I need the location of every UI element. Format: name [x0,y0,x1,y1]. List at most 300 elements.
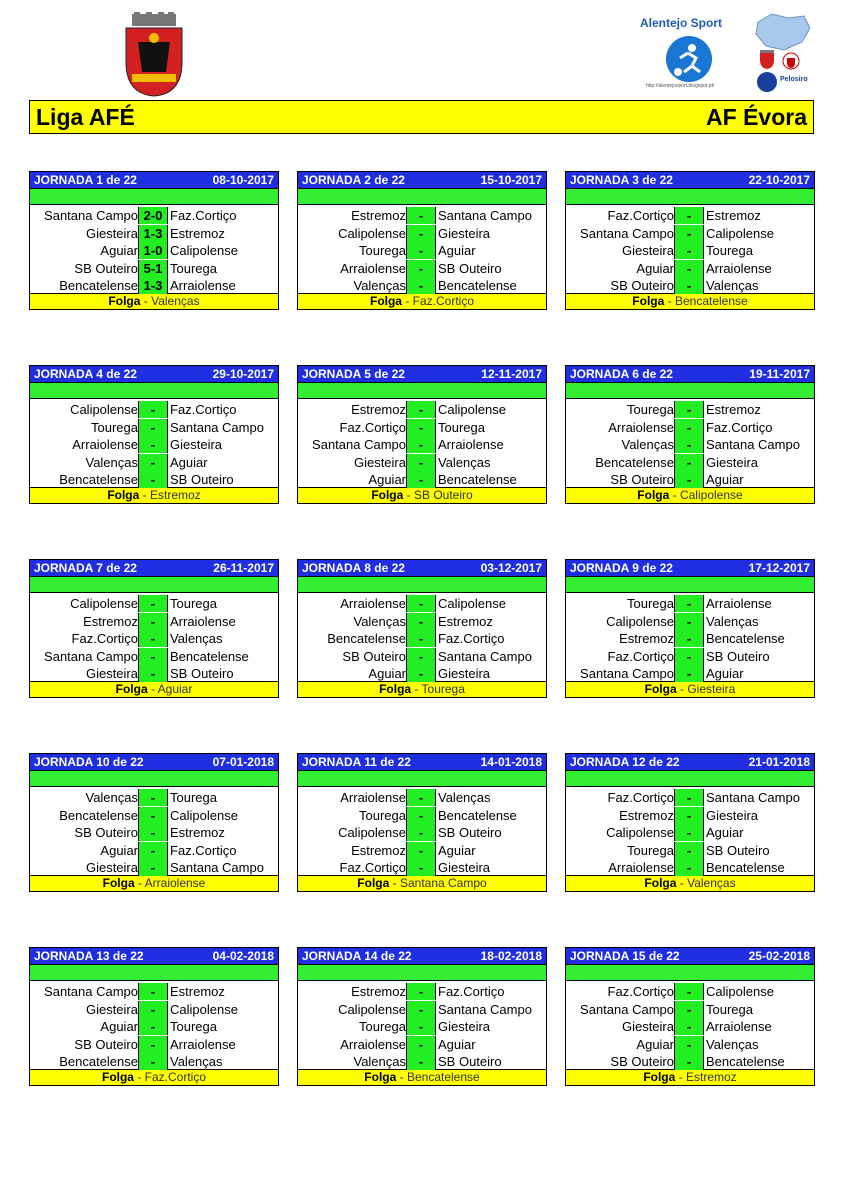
away-team: Estremoz [435,613,545,630]
round-block [297,171,547,310]
match-score: - [407,1001,435,1018]
round-header [565,365,815,383]
match-score: - [139,471,167,488]
away-team: Valenças [435,454,545,471]
game-row [298,471,546,488]
game-row [298,225,546,242]
away-team: Giesteira [703,807,813,824]
folga-row: Folga - Giesteira [565,681,815,698]
games-list [565,593,815,681]
away-team: Faz.Cortiço [703,419,813,436]
match-score: - [139,807,167,824]
away-team: Arraiolense [703,595,813,612]
away-team: Giesteira [435,665,545,682]
home-team: Faz.Cortiço [566,789,675,806]
home-team: Estremoz [566,807,675,824]
alentejo-sport-logo [632,10,816,94]
games-list [565,981,815,1069]
match-score: - [675,242,703,259]
match-score: - [139,665,167,682]
game-row [566,1001,814,1018]
round-date: 12-11-2017 [481,367,542,381]
home-team: Aguiar [30,1018,139,1035]
folga-row: Folga - Estremoz [565,1069,815,1086]
home-team: Calipolense [298,1001,407,1018]
away-team: Aguiar [167,454,277,471]
folga-row: Folga - Valenças [29,293,279,310]
round-title: JORNADA 8 de 22 [302,561,405,575]
round-block [29,559,279,698]
folga-label: Folga [101,1070,134,1084]
home-team: Santana Campo [30,983,139,1000]
folga-label: Folga [643,1070,676,1084]
match-score: - [139,648,167,665]
round-block [297,753,547,892]
home-team: Tourega [566,401,675,418]
round-header [565,947,815,965]
round-header [297,753,547,771]
away-team: Calipolense [435,595,545,612]
game-row [30,824,278,841]
away-team: Calipolense [703,225,813,242]
home-team: SB Outeiro [566,471,675,488]
round-header [29,947,279,965]
round-date: 04-02-2018 [212,949,274,963]
match-score: - [675,207,703,224]
green-bar [565,771,815,787]
home-team: Aguiar [566,1036,675,1053]
green-bar [565,965,815,981]
game-row [298,277,546,294]
away-team: SB Outeiro [167,665,277,682]
round-date: 18-02-2018 [480,949,542,963]
round-block [29,171,279,310]
away-team: Valenças [703,277,813,294]
folga-row: Folga - Arraiolense [29,875,279,892]
folga-team: Estremoz [149,488,201,502]
green-bar [297,771,547,787]
game-row [298,1053,546,1070]
game-row [30,242,278,259]
home-team: Estremoz [298,842,407,859]
folga-team: Giesteira [687,682,736,696]
folga-label: Folga [632,294,665,308]
round-title: JORNADA 1 de 22 [34,173,137,187]
games-list [29,593,279,681]
game-row [30,225,278,242]
home-team: Bencatelense [30,277,139,294]
game-row [30,277,278,294]
match-score: - [675,454,703,471]
home-team: Bencatelense [566,454,675,471]
games-list [565,205,815,293]
game-row [30,630,278,647]
away-team: Santana Campo [703,789,813,806]
match-score: 5-1 [139,260,167,277]
game-row [30,1036,278,1053]
match-score: - [407,859,435,876]
home-team: Valenças [30,454,139,471]
round-date: 15-10-2017 [480,173,542,187]
home-team: Valenças [298,613,407,630]
game-row [566,824,814,841]
game-row [30,859,278,876]
home-team: Santana Campo [566,665,675,682]
game-row [566,1036,814,1053]
away-team: Aguiar [703,665,813,682]
home-team: Aguiar [298,471,407,488]
game-row [298,454,546,471]
match-score: - [139,983,167,1000]
home-team: Faz.Cortiço [298,859,407,876]
game-row [566,454,814,471]
match-score: - [139,613,167,630]
round-date: 26-11-2017 [213,561,274,575]
away-team: SB Outeiro [435,260,545,277]
home-team: Estremoz [298,983,407,1000]
green-bar [297,577,547,593]
home-team: Arraiolense [566,859,675,876]
round-title: JORNADA 4 de 22 [34,367,137,381]
match-score: - [675,401,703,418]
away-team: Arraiolense [703,1018,813,1035]
folga-label: Folga [369,294,402,308]
home-team: Santana Campo [566,225,675,242]
round-date: 22-10-2017 [748,173,810,187]
match-score: - [407,824,435,841]
home-team: SB Outeiro [30,260,139,277]
away-team: Bencatelense [435,277,545,294]
home-team: Tourega [298,242,407,259]
match-score: - [675,613,703,630]
game-row [30,648,278,665]
match-score: - [407,630,435,647]
away-team: Tourega [703,1001,813,1018]
away-team: Giesteira [435,859,545,876]
folga-row: Folga - Calipolense [565,487,815,504]
games-list [297,981,547,1069]
match-score: - [139,419,167,436]
games-list [29,205,279,293]
away-team: Faz.Cortiço [435,630,545,647]
round-date: 25-02-2018 [748,949,810,963]
folga-label: Folga [644,682,677,696]
away-team: Bencatelense [167,648,277,665]
match-score: - [675,436,703,453]
match-score: - [675,824,703,841]
alentejo-map-icon [754,12,812,52]
game-row [30,1018,278,1035]
match-score: 1-3 [139,277,167,294]
folga-team: Aguiar [157,682,193,696]
away-team: Aguiar [435,1036,545,1053]
match-score: - [407,419,435,436]
match-score: - [407,436,435,453]
away-team: Tourega [167,1018,277,1035]
away-team: Valenças [703,1036,813,1053]
home-team: Aguiar [566,260,675,277]
football-player-icon [666,36,712,82]
game-row [298,630,546,647]
game-row [566,277,814,294]
game-row [298,1036,546,1053]
match-score: - [407,242,435,259]
folga-team: Santana Campo [399,876,487,890]
home-team: Arraiolense [566,419,675,436]
away-team: Valenças [435,789,545,806]
game-row [298,419,546,436]
home-team: Giesteira [566,1018,675,1035]
sponsor-logo-icon [757,72,777,92]
games-list [565,399,815,487]
match-score: - [139,842,167,859]
round-block [565,559,815,698]
folga-row: Folga - Aguiar [29,681,279,698]
home-team: Bencatelense [30,807,139,824]
round-header [565,753,815,771]
away-team: Faz.Cortiço [167,401,277,418]
home-team: Giesteira [30,1001,139,1018]
match-score: - [139,401,167,418]
match-score: - [139,1001,167,1018]
home-team: Santana Campo [30,207,139,224]
round-block [565,753,815,892]
away-team: SB Outeiro [167,471,277,488]
match-score: - [139,454,167,471]
match-score: - [675,1018,703,1035]
match-score: - [139,595,167,612]
round-header [297,559,547,577]
match-score: - [407,842,435,859]
round-block [297,947,547,1086]
away-team: Santana Campo [435,648,545,665]
game-row [30,207,278,224]
home-team: Arraiolense [298,595,407,612]
folga-team: Bencatelense [406,1070,480,1084]
match-score: - [675,842,703,859]
green-bar [29,771,279,787]
game-row [566,613,814,630]
association-title: AF Évora [706,104,807,130]
round-title: JORNADA 12 de 22 [570,755,680,769]
home-team: Bencatelense [30,471,139,488]
away-team: Calipolense [703,983,813,1000]
game-row [298,789,546,806]
away-team: Giesteira [435,1018,545,1035]
match-score: - [139,789,167,806]
folga-label: Folga [107,488,140,502]
game-row [298,983,546,1000]
green-bar [565,189,815,205]
home-team: Valenças [566,436,675,453]
away-team: SB Outeiro [703,648,813,665]
game-row [30,665,278,682]
folga-label: Folga [644,876,677,890]
away-team: Arraiolense [167,1036,277,1053]
match-score: - [407,983,435,1000]
match-score: 2-0 [139,207,167,224]
game-row [30,471,278,488]
round-title: JORNADA 3 de 22 [570,173,673,187]
round-header [29,365,279,383]
away-team: Valenças [167,630,277,647]
green-bar [297,965,547,981]
home-team: Santana Campo [298,436,407,453]
game-row [566,630,814,647]
folga-row: Folga - Bencatelense [297,1069,547,1086]
folga-label: Folga [637,488,670,502]
away-team: Calipolense [435,401,545,418]
game-row [30,595,278,612]
game-row [566,807,814,824]
folga-team: Bencatelense [674,294,748,308]
round-title: JORNADA 2 de 22 [302,173,405,187]
fpf-badge-icon [782,52,800,70]
match-score: - [139,859,167,876]
folga-label: Folga [108,294,141,308]
folga-label: Folga [115,682,148,696]
away-team: Giesteira [703,454,813,471]
match-score: - [407,401,435,418]
round-date: 29-10-2017 [212,367,274,381]
match-score: - [139,630,167,647]
away-team: Calipolense [167,1001,277,1018]
folga-team: Valenças [687,876,736,890]
folga-label: Folga [102,876,135,890]
game-row [566,419,814,436]
match-score: - [407,648,435,665]
game-row [298,260,546,277]
folga-row: Folga - Valenças [565,875,815,892]
round-block [565,365,815,504]
away-team: Bencatelense [703,630,813,647]
game-row [30,1001,278,1018]
game-row [566,789,814,806]
game-row [566,859,814,876]
home-team: Giesteira [298,454,407,471]
evora-crest-logo [118,12,190,98]
home-team: Valenças [30,789,139,806]
home-team: Faz.Cortiço [566,983,675,1000]
home-team: Santana Campo [566,1001,675,1018]
title-banner [29,100,814,134]
game-row [30,260,278,277]
round-header [29,559,279,577]
match-score: - [675,419,703,436]
match-score: - [675,260,703,277]
away-team: SB Outeiro [703,842,813,859]
home-team: Aguiar [30,842,139,859]
game-row [566,648,814,665]
home-team: SB Outeiro [298,648,407,665]
game-row [566,260,814,277]
round-block [29,947,279,1086]
home-team: Calipolense [566,824,675,841]
game-row [298,824,546,841]
away-team: Faz.Cortiço [167,207,277,224]
game-row [298,595,546,612]
match-score: - [675,1053,703,1070]
home-team: Calipolense [566,613,675,630]
away-team: Santana Campo [167,859,277,876]
round-title: JORNADA 14 de 22 [302,949,412,963]
green-bar [297,383,547,399]
match-score: - [407,260,435,277]
green-bar [29,383,279,399]
sponsor-name: Pelosiro [780,76,808,83]
match-score: 1-0 [139,242,167,259]
folga-team: SB Outeiro [413,488,473,502]
game-row [298,207,546,224]
home-team: Giesteira [30,225,139,242]
match-score: - [139,1018,167,1035]
game-row [298,242,546,259]
away-team: Estremoz [167,824,277,841]
game-row [298,842,546,859]
folga-row: Folga - Tourega [297,681,547,698]
home-team: SB Outeiro [30,1036,139,1053]
round-title: JORNADA 15 de 22 [570,949,680,963]
green-bar [297,189,547,205]
games-list [297,593,547,681]
match-score: - [407,665,435,682]
home-team: SB Outeiro [30,824,139,841]
home-team: SB Outeiro [566,277,675,294]
league-title: Liga AFÉ [36,104,135,130]
home-team: Tourega [566,842,675,859]
match-score: - [675,648,703,665]
round-block [565,171,815,310]
game-row [30,789,278,806]
game-row [566,983,814,1000]
home-team: SB Outeiro [566,1053,675,1070]
away-team: Calipolense [167,807,277,824]
home-team: Bencatelense [30,1053,139,1070]
games-list [29,399,279,487]
away-team: Aguiar [703,471,813,488]
round-date: 14-01-2018 [480,755,542,769]
away-team: Santana Campo [167,419,277,436]
away-team: Valenças [167,1053,277,1070]
folga-row: Folga - SB Outeiro [297,487,547,504]
green-bar [565,577,815,593]
game-row [298,807,546,824]
game-row [298,613,546,630]
round-header [297,171,547,189]
match-score: - [407,613,435,630]
match-score: - [675,983,703,1000]
home-team: Faz.Cortiço [298,419,407,436]
games-list [29,981,279,1069]
round-header [297,947,547,965]
game-row [30,454,278,471]
games-list [297,399,547,487]
green-bar [565,383,815,399]
game-row [298,665,546,682]
home-team: Calipolense [30,595,139,612]
home-team: Estremoz [298,401,407,418]
game-row [30,842,278,859]
away-team: Bencatelense [703,859,813,876]
match-score: - [675,277,703,294]
away-team: Aguiar [703,824,813,841]
match-score: - [675,225,703,242]
match-score: - [675,471,703,488]
round-date: 17-12-2017 [748,561,810,575]
home-team: Tourega [30,419,139,436]
home-team: Calipolense [30,401,139,418]
folga-row: Folga - Bencatelense [565,293,815,310]
